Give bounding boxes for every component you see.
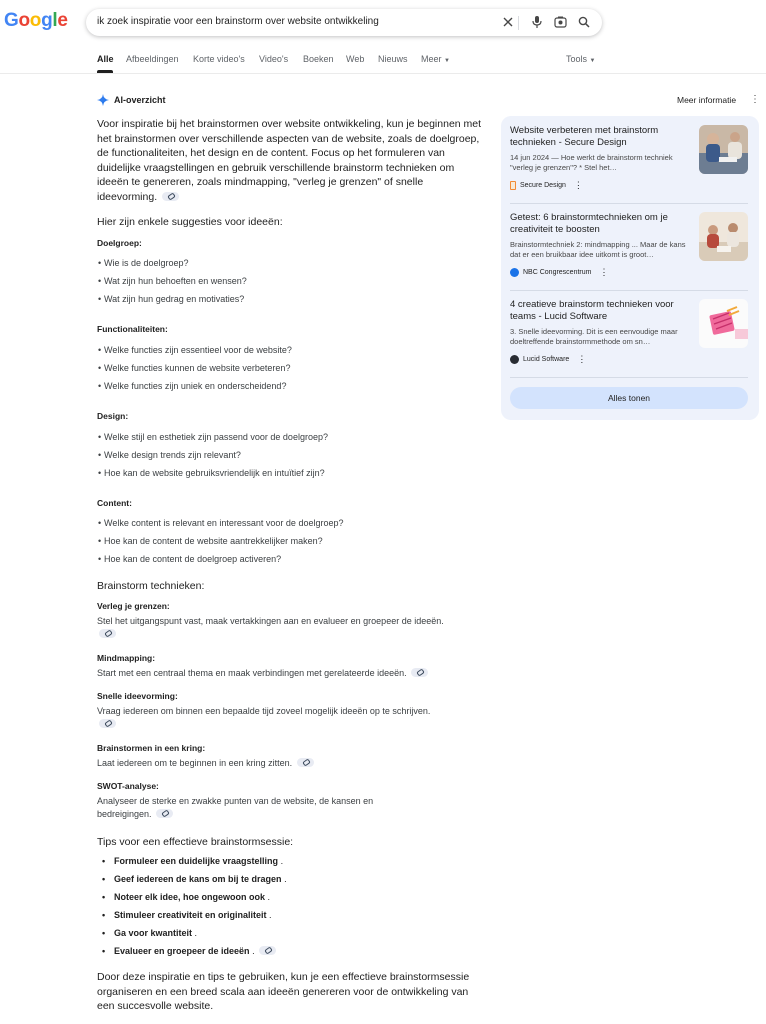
source-thumbnail bbox=[699, 299, 748, 348]
technique-text-body: Stel het uitgangspunt vast, maak vertakkingen aan en evalueer en groepeer de ideeën. bbox=[97, 616, 444, 626]
source-site bbox=[510, 180, 583, 191]
group-title: Doelgroep: bbox=[97, 238, 142, 248]
divider bbox=[510, 203, 748, 204]
source-title[interactable]: Getest: 6 brainstormtechnieken om je creativiteit te boosten bbox=[510, 212, 668, 235]
source-thumbnail bbox=[699, 212, 748, 261]
list-item: • Wie is de doelgroep? bbox=[104, 258, 189, 268]
source-card[interactable] bbox=[510, 125, 750, 195]
tip-item: • Stimuleer creativiteit en originaliteit . bbox=[114, 910, 272, 920]
tip-item: • Ga voor kwantiteit . bbox=[114, 928, 197, 938]
link-icon[interactable] bbox=[156, 809, 173, 818]
suggestions-heading: Hier zijn enkele suggesties voor ideeën: bbox=[97, 216, 283, 228]
tips-heading: Tips voor een effectieve brainstormsessie: bbox=[97, 836, 294, 848]
source-title[interactable]: 4 creatieve brainstorm technieken voor teams - Lucid Software bbox=[510, 299, 674, 322]
technique-title: Snelle ideevorming: bbox=[97, 691, 178, 701]
source-site-name: NBC Congrescentrum bbox=[523, 269, 592, 276]
tab-meer-label: Meer bbox=[421, 54, 442, 64]
list-item: • Hoe kan de website gebruiksvriendelijk en intuïtief zijn? bbox=[104, 468, 325, 478]
search-input[interactable]: ik zoek inspiratie voor een brainstorm over website ontwikkeling bbox=[97, 16, 379, 27]
technique-text-body: Vraag iedereen om binnen een bepaalde tijd zoveel mogelijk ideeën op te schrijven. bbox=[97, 706, 431, 716]
tip-text: Noteer elk idee, hoe ongewoon ook bbox=[114, 892, 266, 902]
technique-text bbox=[97, 667, 477, 680]
source-snippet: 14 jun 2024 — Hoe werkt de brainstorm techniek "verleg je grenzen"? * Stel het… bbox=[510, 153, 673, 172]
favicon-icon bbox=[510, 181, 516, 190]
source-thumbnail bbox=[699, 125, 748, 174]
microphone-icon[interactable] bbox=[529, 14, 545, 30]
tab-meer[interactable] bbox=[421, 54, 450, 64]
technique-text bbox=[97, 705, 437, 730]
list-item: • Wat zijn hun gedrag en motivaties? bbox=[104, 294, 244, 304]
tab-web[interactable]: Web bbox=[346, 54, 365, 64]
tab-alle[interactable]: Alle bbox=[97, 54, 114, 64]
source-snippet: 3. Snelle ideevorming. Dit is een eenvoudige maar doeltreffende brainstormmethode om sn… bbox=[510, 327, 678, 346]
more-options-icon[interactable]: ⋮ bbox=[599, 267, 609, 277]
tip-text: Ga voor kwantiteit bbox=[114, 928, 193, 938]
tab-korte-videos[interactable]: Korte video's bbox=[193, 54, 245, 64]
technique-title: Mindmapping: bbox=[97, 653, 156, 663]
technique-text-body: Laat iedereen om te beginnen in een kring zitten. bbox=[97, 758, 293, 768]
more-options-icon[interactable]: ⋮ bbox=[573, 180, 583, 190]
sparkle-icon bbox=[97, 94, 109, 106]
source-title[interactable]: Website verbeteren met brainstorm technieken - Secure Design bbox=[510, 125, 659, 148]
more-options-icon[interactable]: ⋮ bbox=[750, 94, 760, 105]
technique-title: Brainstormen in een kring: bbox=[97, 743, 206, 753]
link-icon[interactable] bbox=[162, 192, 179, 201]
source-snippet: Brainstormtechniek 2: mindmapping ... Maar de kans dat er een bruikbaar idee uitkomt is groot… bbox=[510, 240, 686, 259]
technique-title: SWOT-analyse: bbox=[97, 781, 159, 791]
source-site bbox=[510, 267, 608, 278]
list-item: • Wat zijn hun behoeften en wensen? bbox=[104, 276, 247, 286]
link-icon[interactable] bbox=[411, 668, 428, 677]
sources-panel bbox=[501, 116, 759, 420]
technique-title: Verleg je grenzen: bbox=[97, 601, 170, 611]
search-box[interactable] bbox=[86, 9, 602, 36]
source-card[interactable] bbox=[510, 299, 750, 369]
list-item: • Hoe kan de content de website aantrekkelijker maken? bbox=[104, 536, 323, 546]
tools-button[interactable] bbox=[566, 54, 595, 64]
tip-text: Geef iedereen de kans om bij te dragen bbox=[114, 874, 282, 884]
more-info-link[interactable]: Meer informatie bbox=[677, 95, 737, 105]
list-item: • Welke design trends zijn relevant? bbox=[104, 450, 241, 460]
show-all-button[interactable]: Alles tonen bbox=[510, 387, 748, 409]
lens-icon[interactable] bbox=[552, 14, 568, 30]
tip-item: • Geef iedereen de kans om bij te dragen . bbox=[114, 874, 287, 884]
tip-text: Evalueer en groepeer de ideeën bbox=[114, 946, 250, 956]
tip-text: Formuleer een duidelijke vraagstelling bbox=[114, 856, 279, 866]
list-item: • Welke content is relevant en interessant voor de doelgroep? bbox=[104, 518, 343, 528]
group-title: Design: bbox=[97, 411, 129, 421]
source-site-name: Secure Design bbox=[520, 182, 566, 189]
link-icon[interactable] bbox=[259, 946, 276, 955]
list-item: • Welke functies kunnen de website verbeteren? bbox=[104, 363, 290, 373]
chevron-down-icon: ▼ bbox=[444, 58, 450, 64]
tip-item: • Noteer elk idee, hoe ongewoon ook . bbox=[114, 892, 270, 902]
list-item: • Welke functies zijn uniek en onderscheidend? bbox=[104, 381, 286, 391]
header bbox=[0, 0, 766, 74]
source-site bbox=[510, 354, 586, 365]
google-logo[interactable]: Google bbox=[4, 10, 68, 31]
ai-intro-text: Voor inspiratie bij het brainstormen over website ontwikkeling, kun je beginnen met het brainstormen over verschillende aspecten van de website, zoals de doelgroep, de functionaliteiten, het design en de content. Focus op het formuleren van duidelijke vraagstellingen en gebruik verschillende brainstorm technieken om ideeën te genereren, zoals mindmapping, "verleg je grenzen" of snelle ideevorming. bbox=[97, 118, 482, 203]
link-icon[interactable] bbox=[99, 719, 116, 728]
technique-text bbox=[97, 757, 477, 770]
divider bbox=[510, 290, 748, 291]
technique-text bbox=[97, 615, 449, 640]
techniques-heading: Brainstorm technieken: bbox=[97, 580, 205, 592]
ai-intro bbox=[97, 117, 482, 205]
ai-outro: Door deze inspiratie en tips te gebruiken, kun je een effectieve brainstormsessie organiseren en een breed scala aan ideeën genereren voor de ontwikkeling van een succesvolle website. bbox=[97, 971, 470, 1013]
technique-text-body: Start met een centraal thema en maak verbindingen met gerelateerde ideeën. bbox=[97, 668, 407, 678]
tab-afbeeldingen[interactable]: Afbeeldingen bbox=[126, 54, 179, 64]
list-item: • Hoe kan de content de doelgroep activeren? bbox=[104, 554, 281, 564]
list-item: • Welke functies zijn essentieel voor de website? bbox=[104, 345, 292, 355]
list-item: • Welke stijl en esthetiek zijn passend voor de doelgroep? bbox=[104, 432, 328, 442]
divider bbox=[510, 377, 748, 378]
ai-overview-label: AI-overzicht bbox=[114, 95, 166, 105]
tab-videos[interactable]: Video's bbox=[259, 54, 289, 64]
favicon-icon bbox=[510, 355, 519, 364]
link-icon[interactable] bbox=[297, 758, 314, 767]
technique-text-body: Analyseer de sterke en zwakke punten van de website, de kansen en bedreigingen. bbox=[97, 796, 374, 819]
link-icon[interactable] bbox=[99, 629, 116, 638]
tip-item: • Formuleer een duidelijke vraagstelling . bbox=[114, 856, 283, 866]
source-card[interactable] bbox=[510, 212, 750, 282]
technique-text bbox=[97, 795, 417, 820]
search-divider bbox=[518, 16, 519, 30]
tab-boeken[interactable]: Boeken bbox=[303, 54, 334, 64]
group-title: Functionaliteiten: bbox=[97, 324, 168, 334]
tip-text: Stimuleer creativiteit en originaliteit bbox=[114, 910, 267, 920]
tip-item: • Evalueer en groepeer de ideeën . bbox=[114, 946, 276, 956]
ai-overview-header bbox=[97, 93, 166, 107]
source-site-name: Lucid Software bbox=[523, 356, 570, 363]
favicon-icon bbox=[510, 268, 519, 277]
clear-icon[interactable] bbox=[500, 14, 516, 30]
tools-label: Tools bbox=[566, 54, 588, 64]
chevron-down-icon: ▼ bbox=[589, 58, 596, 64]
active-tab-indicator bbox=[97, 70, 113, 73]
tab-nieuws[interactable]: Nieuws bbox=[378, 54, 408, 64]
group-title: Content: bbox=[97, 498, 132, 508]
search-icon[interactable] bbox=[576, 14, 592, 30]
more-options-icon[interactable]: ⋮ bbox=[577, 354, 587, 364]
